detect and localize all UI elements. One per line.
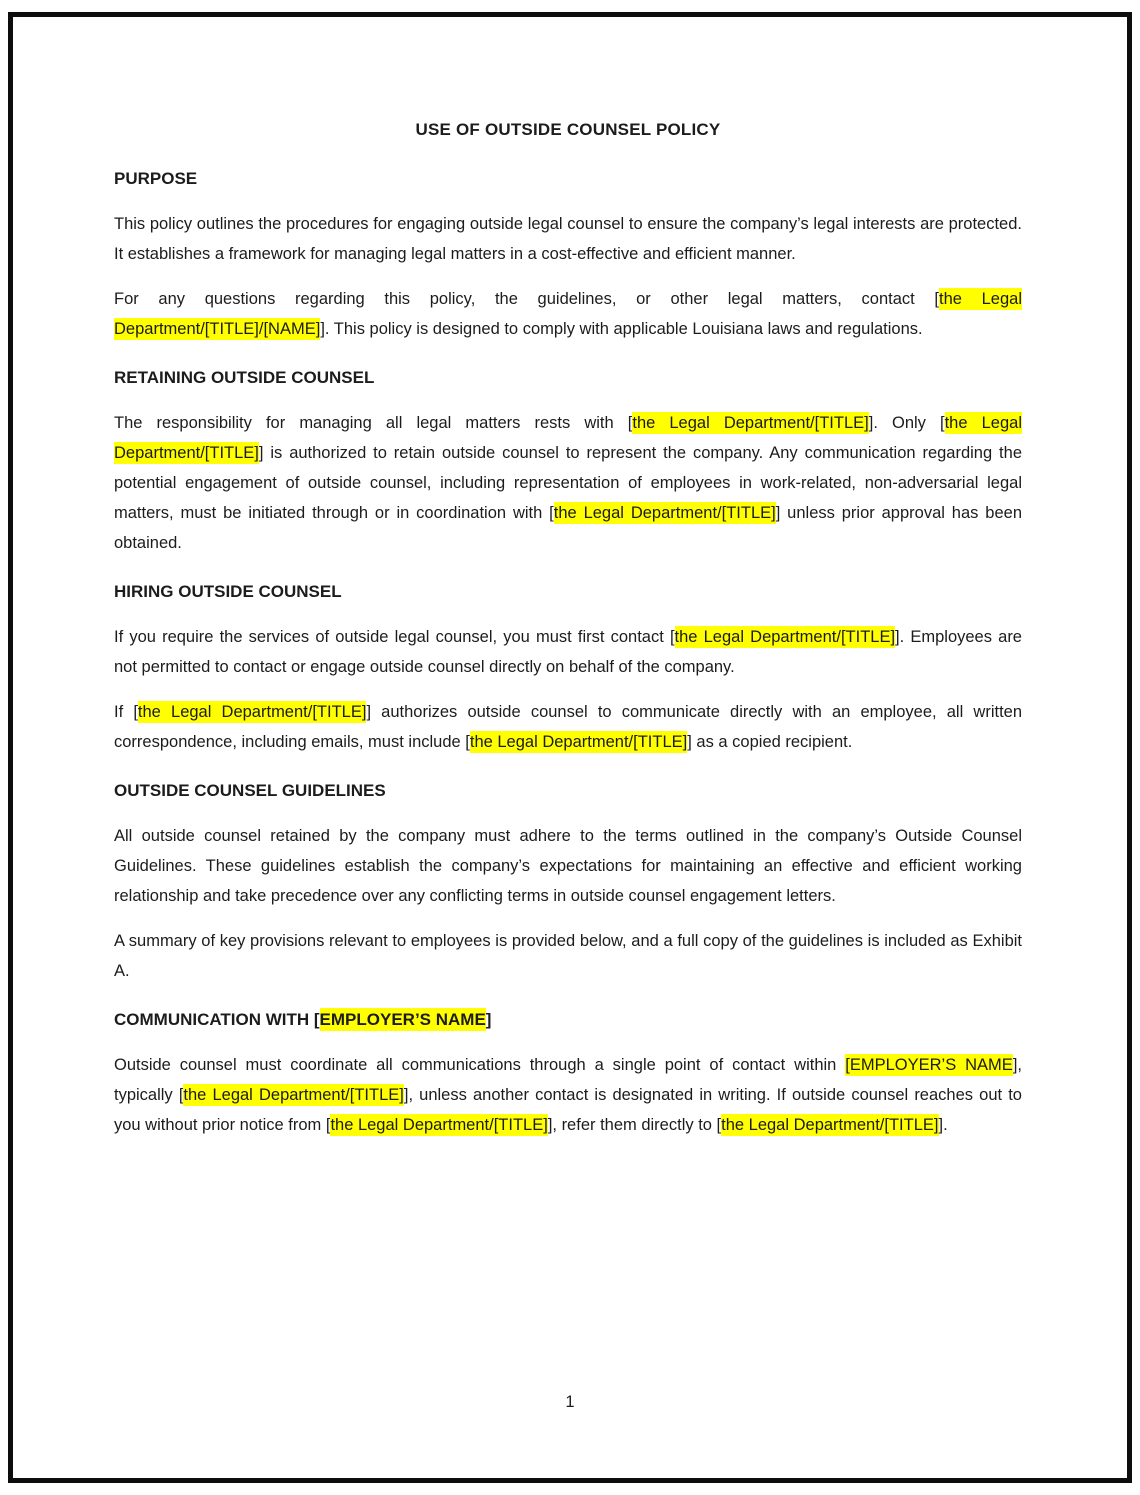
highlighted-text: the Legal Department/[TITLE]	[469, 733, 688, 751]
highlighted-text: the Legal Department/[TITLE]	[721, 1116, 939, 1134]
body-paragraph: If [the Legal Department/[TITLE]] authorizes outside counsel to communicate directly with an employee, all written correspondence, including emails, must include [the Legal Department/[TITLE]] as a copied recipient.	[114, 703, 1023, 751]
body-paragraph: All outside counsel retained by the company must adhere to the terms outlined in the company’s Outside Counsel Guidelines. These guidelines establish the company’s expectations for maintaining an effective and efficient working relationship and take precedence over any conflicting terms in outside counsel engagement letters.	[114, 827, 1022, 905]
highlighted-text: the Legal Department/[TITLE]	[114, 414, 1022, 462]
body-paragraph: A summary of key provisions relevant to employees is provided below, and a full copy of the guidelines is included as Exhibit A.	[114, 932, 1022, 980]
body-paragraph: For any questions regarding this policy, the guidelines, or other legal matters, contact [the Legal Department/[TITLE]/[NAME]]. This policy is designed to comply with applicable Louisiana laws and regulations.	[114, 290, 1022, 338]
policy-section	[114, 363, 1022, 558]
highlighted-text: the Legal Department/[TITLE]	[330, 1116, 548, 1134]
page-number: 1	[565, 1393, 575, 1411]
policy-section	[114, 1005, 1022, 1140]
section-heading: RETAINING OUTSIDE COUNSEL	[114, 368, 375, 387]
policy-section	[114, 776, 1022, 986]
body-paragraph: This policy outlines the procedures for engaging outside legal counsel to ensure the company’s legal interests are protected. It establishes a framework for managing legal matters in a cost-effective and efficient manner.	[114, 215, 1022, 263]
section-heading: HIRING OUTSIDE COUNSEL	[114, 582, 342, 601]
body-paragraph: If you require the services of outside legal counsel, you must first contact [the Legal Department/[TITLE]]. Employees are not permitted to contact or engage outside counsel directly on behalf of the company.	[114, 628, 1022, 676]
document-sections	[114, 164, 1022, 1140]
highlighted-text: the Legal Department/[TITLE]	[183, 1086, 404, 1104]
policy-section	[114, 164, 1022, 344]
document-title: USE OF OUTSIDE COUNSEL POLICY	[415, 120, 721, 139]
section-heading: COMMUNICATION WITH [EMPLOYER’S NAME]	[114, 1010, 492, 1029]
body-paragraph: Outside counsel must coordinate all communications through a single point of contact within [EMPLOYER’S NAME], typically [the Legal Department/[TITLE]], unless another contact is designated in writing. If outside counsel reaches out to you without prior notice from [the Legal Department/[TITLE]], refer them directly to [the Legal Department/[TITLE]].	[114, 1056, 1022, 1134]
document-content	[114, 115, 1022, 1155]
highlighted-text: the Legal Department/[TITLE]	[632, 414, 869, 432]
highlighted-text: [EMPLOYER’S NAME	[845, 1056, 1013, 1074]
highlighted-text: the Legal Department/[TITLE]	[137, 703, 367, 721]
body-paragraph: The responsibility for managing all legal matters rests with [the Legal Department/[TITLE]]. Only [the Legal Department/[TITLE]] is authorized to retain outside counsel to represent the company. Any communication regarding the potential engagement of outside counsel, including representation of employees in work-related, non-adversarial legal matters, must be initiated through or in coordination with [the Legal Department/[TITLE]] unless prior approval has been obtained.	[114, 414, 1022, 552]
section-heading: OUTSIDE COUNSEL GUIDELINES	[114, 781, 386, 800]
highlighted-text: the Legal Department/[TITLE]	[553, 504, 776, 522]
highlighted-text: EMPLOYER’S NAME	[319, 1010, 486, 1029]
highlighted-text: the Legal Department/[TITLE]/[NAME]	[114, 290, 1022, 338]
section-heading: PURPOSE	[114, 169, 198, 188]
highlighted-text: the Legal Department/[TITLE]	[674, 628, 896, 646]
policy-section	[114, 577, 1022, 757]
